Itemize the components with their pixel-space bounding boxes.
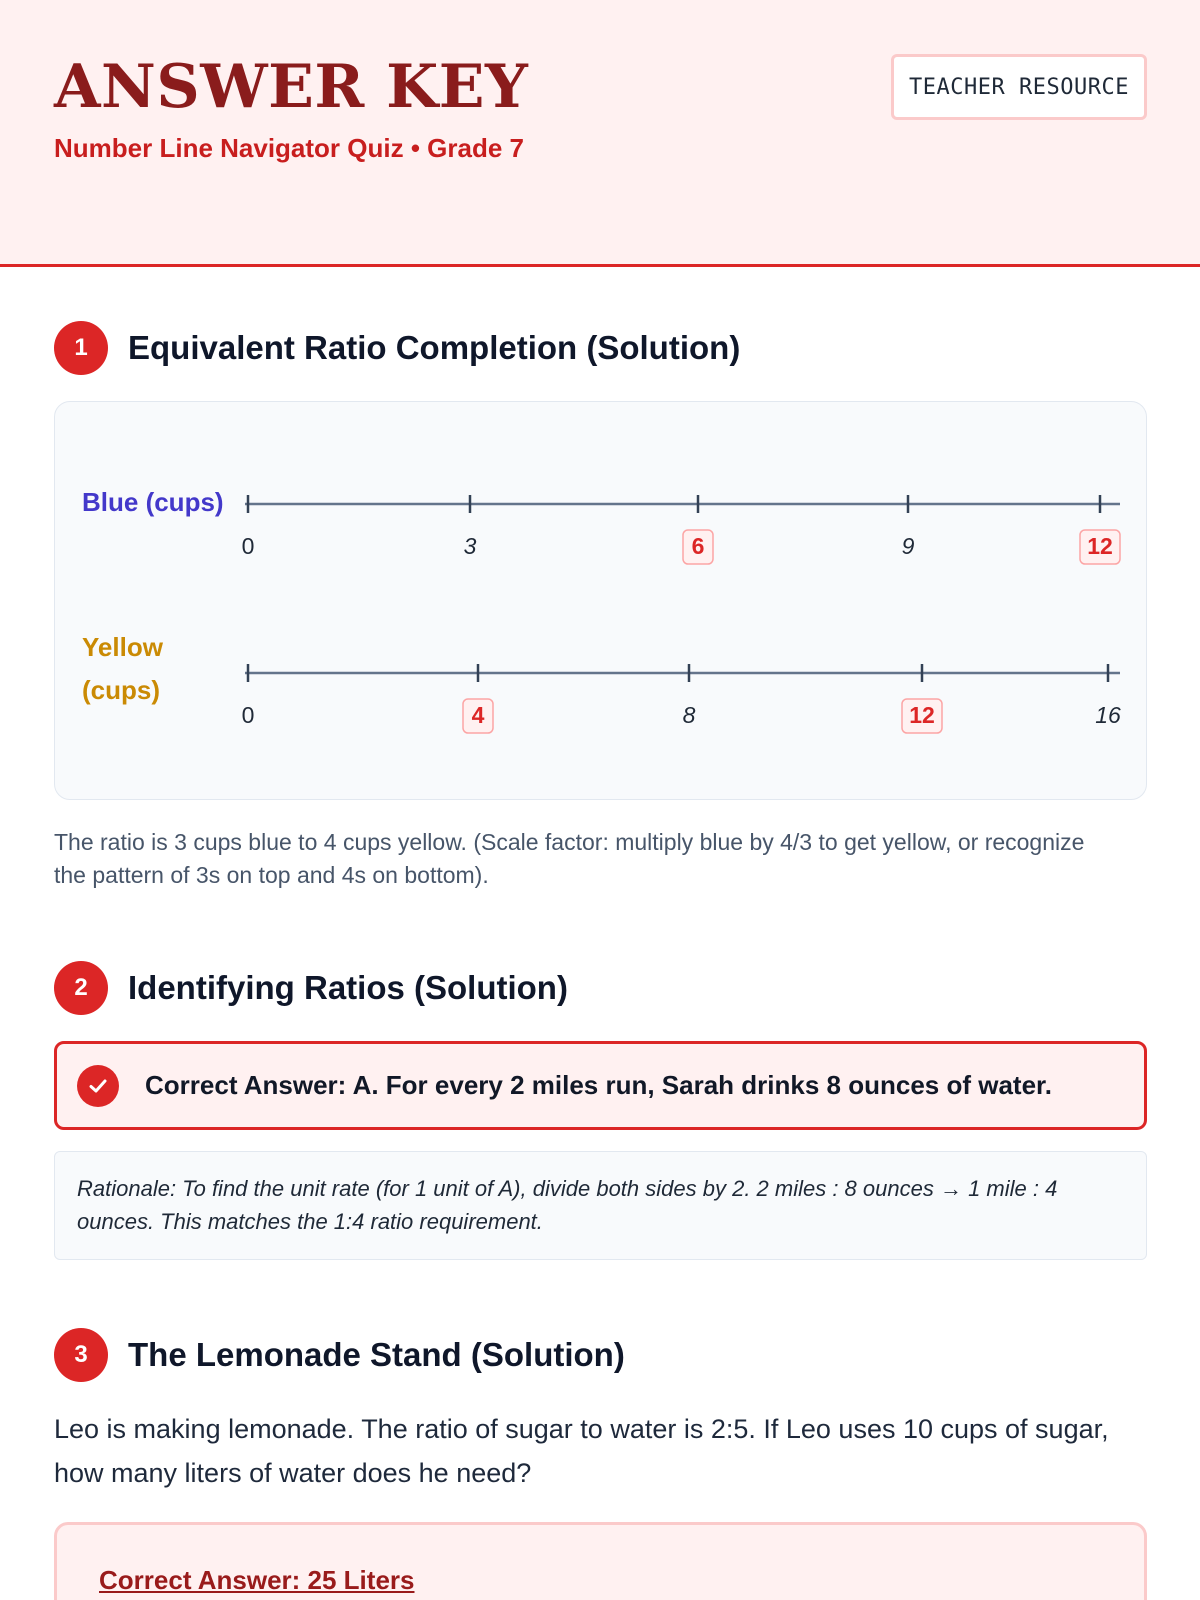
tick-label: 8	[682, 702, 696, 728]
number-line-label: Blue (cups)	[82, 487, 224, 517]
correct-answer-text: Correct Answer: A. For every 2 miles run, Sarah drinks 8 ounces of water.	[145, 1070, 1052, 1100]
section-1-number: 1	[54, 321, 108, 375]
lemonade-correct-answer: Correct Answer: 25 Liters	[99, 1565, 415, 1595]
number-line-row	[82, 487, 1120, 564]
rationale-box: Rationale: To find the unit rate (for 1 unit of A), divide both sides by 2. 2 miles : 8 ounces → 1 mile : 4 ounces. This matches the 1:4 ratio requirement.	[54, 1151, 1147, 1260]
section-2-title: Identifying Ratios (Solution)	[128, 969, 568, 1006]
answer-key-header	[0, 0, 1200, 267]
correct-answer-box	[54, 1041, 1147, 1130]
tick-label: 9	[901, 533, 915, 559]
answer-value-label: 4	[471, 702, 485, 728]
number-line-label: Yellow (cups)	[82, 632, 163, 705]
page-title: ANSWER KEY	[54, 52, 529, 122]
section-2-heading	[54, 961, 568, 1015]
section-3-title: The Lemonade Stand (Solution)	[128, 1336, 625, 1373]
tick-label: 3	[463, 533, 477, 559]
answer-value-label: 12	[909, 702, 935, 728]
number-line-row	[82, 632, 1121, 733]
section-2-number: 2	[54, 961, 108, 1015]
teacher-resource-badge: TEACHER RESOURCE	[891, 54, 1147, 120]
section-3-heading	[54, 1328, 625, 1382]
tick-label: 0	[241, 702, 255, 728]
section-1-explanation: The ratio is 3 cups blue to 4 cups yellow. (Scale factor: multiply blue by 4/3 to get yellow, or recognize the pattern of 3s on top and 4s on bottom).	[54, 829, 1085, 888]
section-1-title: Equivalent Ratio Completion (Solution)	[128, 329, 741, 366]
tick-label: 0	[241, 533, 255, 559]
section-3-number: 3	[54, 1328, 108, 1382]
check-icon	[77, 1065, 119, 1107]
page-subtitle: Number Line Navigator Quiz • Grade 7	[54, 133, 524, 163]
answer-value-label: 12	[1087, 533, 1113, 559]
double-number-line	[55, 402, 1148, 801]
section-1-heading	[54, 321, 740, 375]
answer-value-label: 6	[691, 533, 705, 559]
double-number-line-card	[54, 401, 1147, 800]
lemonade-question: Leo is making lemonade. The ratio of sugar to water is 2:5. If Leo uses 10 cups of sugar, how many liters of water does he need?	[54, 1414, 1109, 1488]
tick-label: 16	[1095, 702, 1121, 728]
lemonade-answer-box	[54, 1522, 1147, 1600]
